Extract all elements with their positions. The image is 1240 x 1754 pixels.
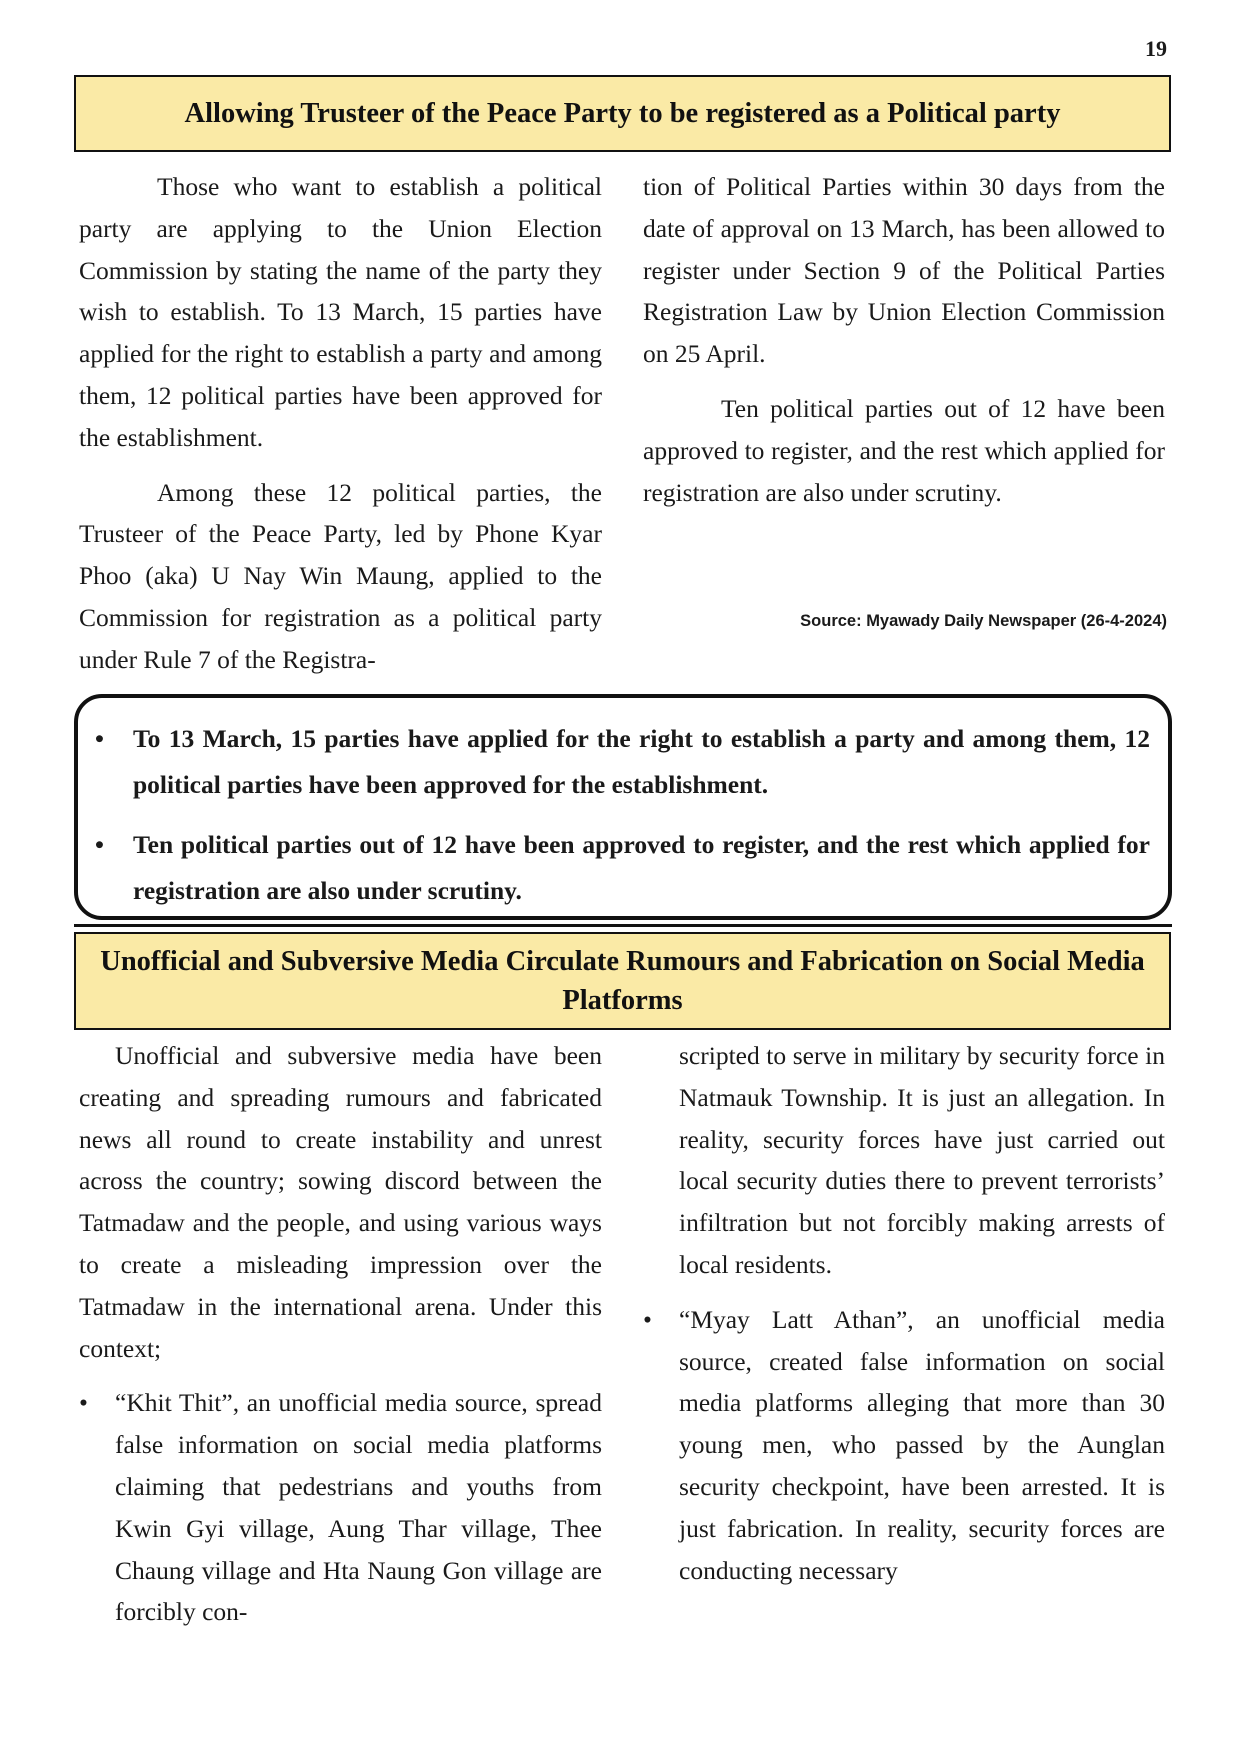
summary-item: • To 13 March, 15 parties have applied for the right to establish a party and among them, 12 political parties have been approved for the establishment.: [133, 716, 1150, 808]
section2-column-left: [79, 1035, 602, 1646]
paragraph: Ten political parties out of 12 have been approved to register, and the rest which applied for registration are also under scrutiny.: [643, 393, 1165, 507]
bullet-item: • “Myay Latt Athan”, an unofficial media source, created false information on social media platforms alleging that more than 30 young men, who passed by the Aunglan security checkpoint, have been arrested. It is just fabrication. In reality, security forces are conducting necessary: [643, 1299, 1165, 1592]
summary-list: [133, 716, 1150, 914]
divider: [74, 924, 1172, 927]
paragraph: Among these 12 political parties, the Trusteer of the Peace Party, led by Phone Kyar Phoo (aka) U Nay Win Maung, applied to the Commission for registration as a political party under Rule 7 of the Registra-: [79, 477, 602, 674]
paragraph: Unofficial and subversive media have been creating and spreading rumours and fabricated news all round to create instability and unrest across the country; sowing discord between the Tatmadaw and the people, and using various ways to create a misleading impression over the Tatmadaw in the international arena. Under this context;: [79, 1041, 602, 1363]
summary-item: • Ten political parties out of 12 have been approved to register, and the rest which applied for registration are also under scrutiny.: [133, 822, 1150, 914]
page-number: 19: [1145, 36, 1167, 61]
source-citation: Source: Myawady Daily Newspaper (26-4-2024): [800, 612, 1167, 630]
section1-column-left: [79, 166, 602, 694]
section-title-peace-party: Allowing Trusteer of the Peace Party to be registered as a Political party: [74, 75, 1171, 152]
bullet-item: • “Khit Thit”, an unofficial media source, spread false information on social media platforms claiming that pedestrians and youths from Kwin Gyi village, Aung Thar village, Thee Chaung village and Hta Naung Gon village are forcibly con-: [79, 1382, 602, 1633]
paragraph: Those who want to establish a political party are applying to the Union Election Commission by stating the name of the party they wish to establish. To 13 March, 15 parties have applied for the right to establish a party and among them, 12 political parties have been approved for the establishment.: [79, 172, 602, 452]
paragraph: tion of Political Parties within 30 days from the date of approval on 13 March, has been allowed to register under Section 9 of the Political Parties Registration Law by Union Election Commission on 25 April.: [643, 172, 1165, 369]
bullet-continuation: scripted to serve in military by security force in Natmauk Township. It is just an allegation. In reality, security forces have just carried out local security duties there to prevent terrorists’ infiltration but not forcibly making arrests of local residents.: [679, 1041, 1165, 1279]
summary-box: [74, 694, 1172, 920]
section2-column-right: [643, 1035, 1165, 1604]
section1-column-right: [643, 166, 1165, 526]
section-title-media-rumours: Unofficial and Subversive Media Circulate Rumours and Fabrication on Social Media Platforms: [74, 932, 1171, 1030]
